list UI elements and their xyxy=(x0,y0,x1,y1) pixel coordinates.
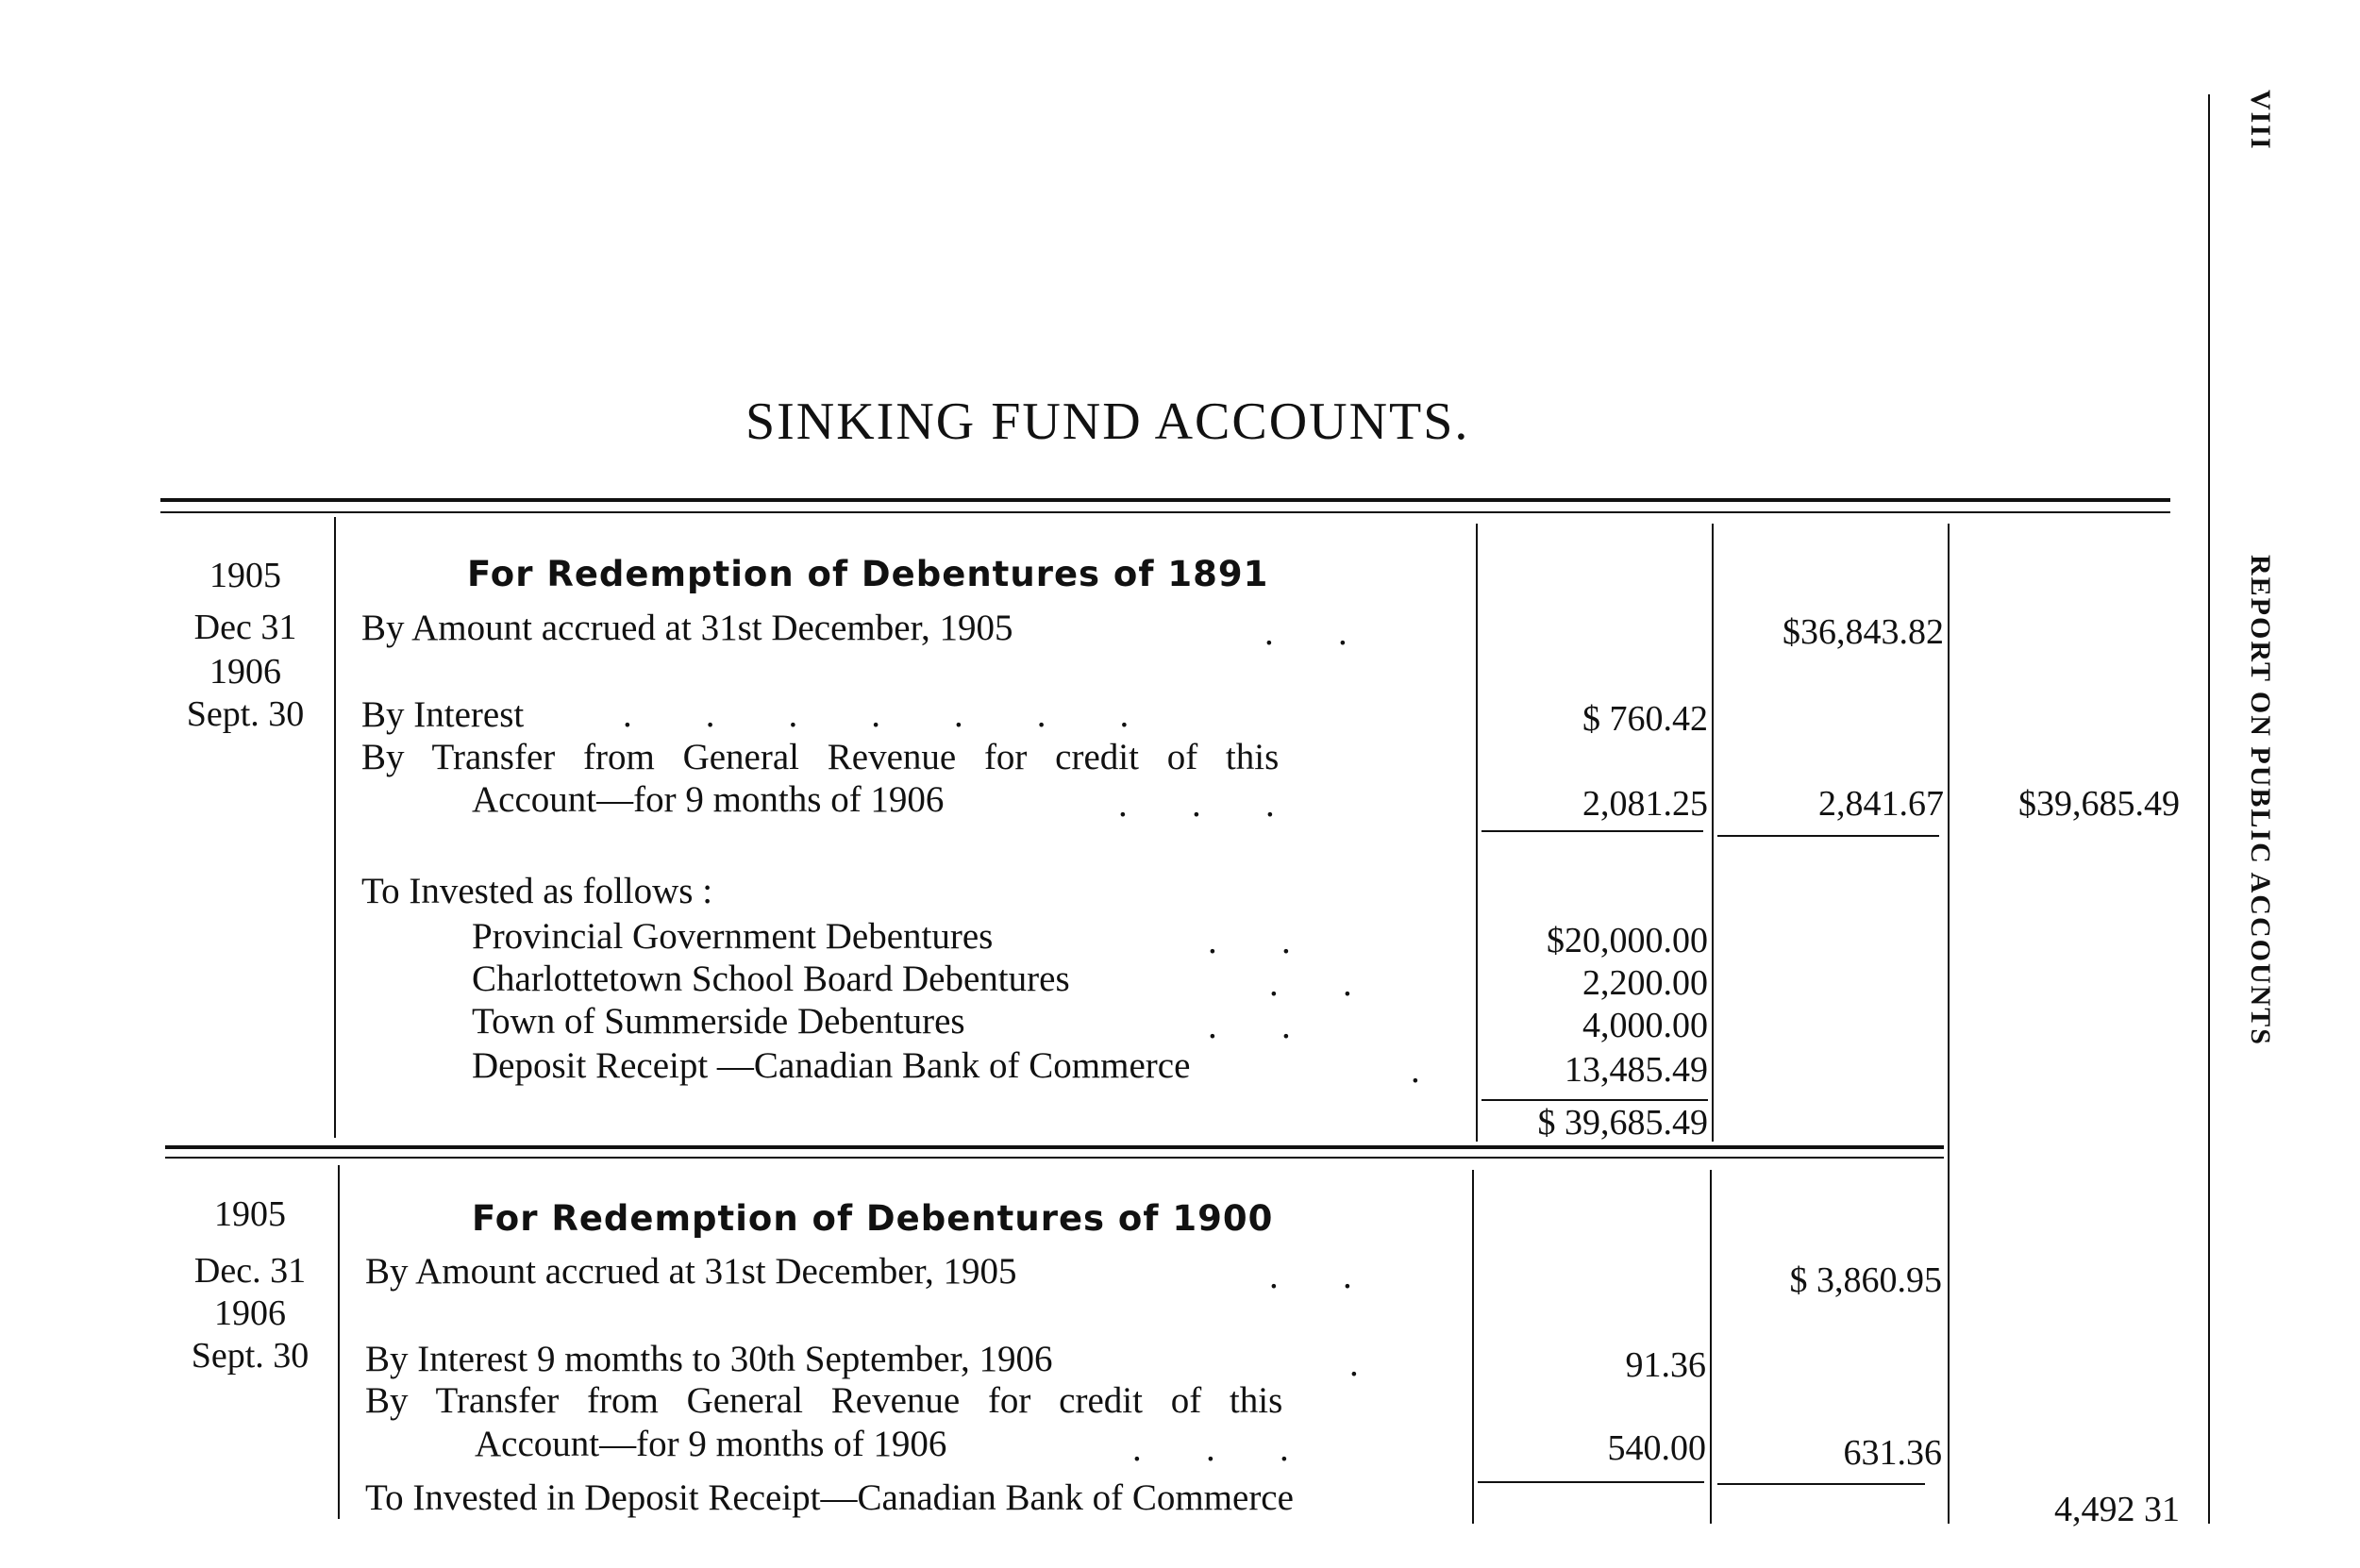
subtotal-rule xyxy=(1481,830,1703,832)
leader-dots: . . xyxy=(1264,612,1347,653)
leader-dots: . . . . . . . xyxy=(623,694,1130,735)
invested-label: To Invested as follows : xyxy=(361,871,713,911)
top-rule-thin xyxy=(160,511,2170,513)
row-label: By Interest 9 momths to 30th September, 1906 xyxy=(365,1339,1053,1379)
amount-col2: 2,841.67 xyxy=(1818,784,1944,824)
amount-col1: 2,081.25 xyxy=(1582,784,1708,824)
amount-col3: $39,685.49 xyxy=(2018,784,2180,824)
page-number: VIII xyxy=(2245,90,2276,151)
row-label-cont: Account—for 9 months of 1906 xyxy=(472,779,945,820)
col1-left-rule xyxy=(1476,524,1478,1142)
col1-left-rule xyxy=(1472,1170,1474,1524)
date-day: Sept. 30 xyxy=(191,1336,310,1376)
section-heading: For Redemption of Debentures of 1891 xyxy=(467,554,1269,594)
section-divider xyxy=(165,1145,1944,1149)
leader-dots: . . . xyxy=(1118,784,1275,825)
subtotal-rule xyxy=(1478,1481,1704,1483)
page-edge-rule xyxy=(2208,94,2210,1524)
amount-col2: 631.36 xyxy=(1843,1433,1942,1473)
row-label: By Transfer from General Revenue for credit of this xyxy=(365,1380,1283,1421)
amount-col2: $36,843.82 xyxy=(1783,612,1944,652)
date-year: 1906 xyxy=(209,652,281,692)
date-day: Dec. 31 xyxy=(193,1251,307,1291)
leader-dots: . . xyxy=(1208,1006,1291,1046)
leader-dots: . . xyxy=(1269,963,1352,1004)
leader-dots: . xyxy=(1411,1050,1420,1091)
row-label: By Transfer from General Revenue for credit of this xyxy=(361,737,1280,777)
date-column-rule xyxy=(334,517,336,1138)
section-heading: For Redemption of Debentures of 1900 xyxy=(472,1198,1274,1239)
subtotal-rule xyxy=(1717,835,1939,837)
investment-amount: 2,200.00 xyxy=(1582,963,1708,1003)
row-label: By Amount accrued at 31st December, 1905 xyxy=(361,608,1013,648)
investment-amount: 13,485.49 xyxy=(1565,1050,1708,1090)
date-year: 1905 xyxy=(209,556,281,595)
investment-label: Deposit Receipt —Canadian Bank of Commerce xyxy=(472,1045,1191,1086)
amount-col1: 91.36 xyxy=(1625,1345,1706,1385)
investments-total: $ 39,685.49 xyxy=(1537,1103,1708,1143)
amount-col1: $ 760.42 xyxy=(1582,699,1708,739)
date-day: Sept. 30 xyxy=(186,694,305,734)
date-column-rule xyxy=(338,1165,340,1519)
row-label: To Invested in Deposit Receipt—Canadian Bank of Commerce xyxy=(365,1477,1294,1518)
amount-col3: 4,492 31 xyxy=(2054,1490,2180,1529)
running-head: REPORT ON PUBLIC ACCOUNTS xyxy=(2245,555,2276,1046)
date-day: Dec 31 xyxy=(193,608,297,647)
row-label-cont: Account—for 9 months of 1906 xyxy=(475,1424,947,1464)
col1-right-rule xyxy=(1710,1170,1712,1524)
leader-dots: . . xyxy=(1208,921,1291,961)
leader-dots: . xyxy=(1349,1343,1359,1384)
date-year: 1905 xyxy=(214,1194,286,1234)
amount-col2: $ 3,860.95 xyxy=(1789,1260,1942,1300)
subtotal-rule xyxy=(1717,1483,1925,1485)
investment-amount: $20,000.00 xyxy=(1547,921,1708,960)
section-divider-thin xyxy=(165,1157,1944,1159)
amount-col1: 540.00 xyxy=(1607,1428,1706,1468)
row-label: By Interest xyxy=(361,694,525,735)
leader-dots: . . xyxy=(1269,1256,1352,1296)
investment-label: Provincial Government Debentures xyxy=(472,916,994,957)
page-title: SINKING FUND ACCOUNTS. xyxy=(745,392,1470,451)
col2-right-rule xyxy=(1948,524,1950,1524)
row-label: By Amount accrued at 31st December, 1905 xyxy=(365,1251,1017,1292)
top-rule xyxy=(160,498,2170,502)
date-year: 1906 xyxy=(214,1293,286,1333)
total-rule xyxy=(1481,1099,1708,1101)
investment-label: Charlottetown School Board Debentures xyxy=(472,959,1070,999)
leader-dots: . . . xyxy=(1132,1428,1289,1469)
investment-amount: 4,000.00 xyxy=(1582,1006,1708,1045)
col1-right-rule xyxy=(1712,524,1714,1142)
investment-label: Town of Summerside Debentures xyxy=(472,1001,965,1042)
